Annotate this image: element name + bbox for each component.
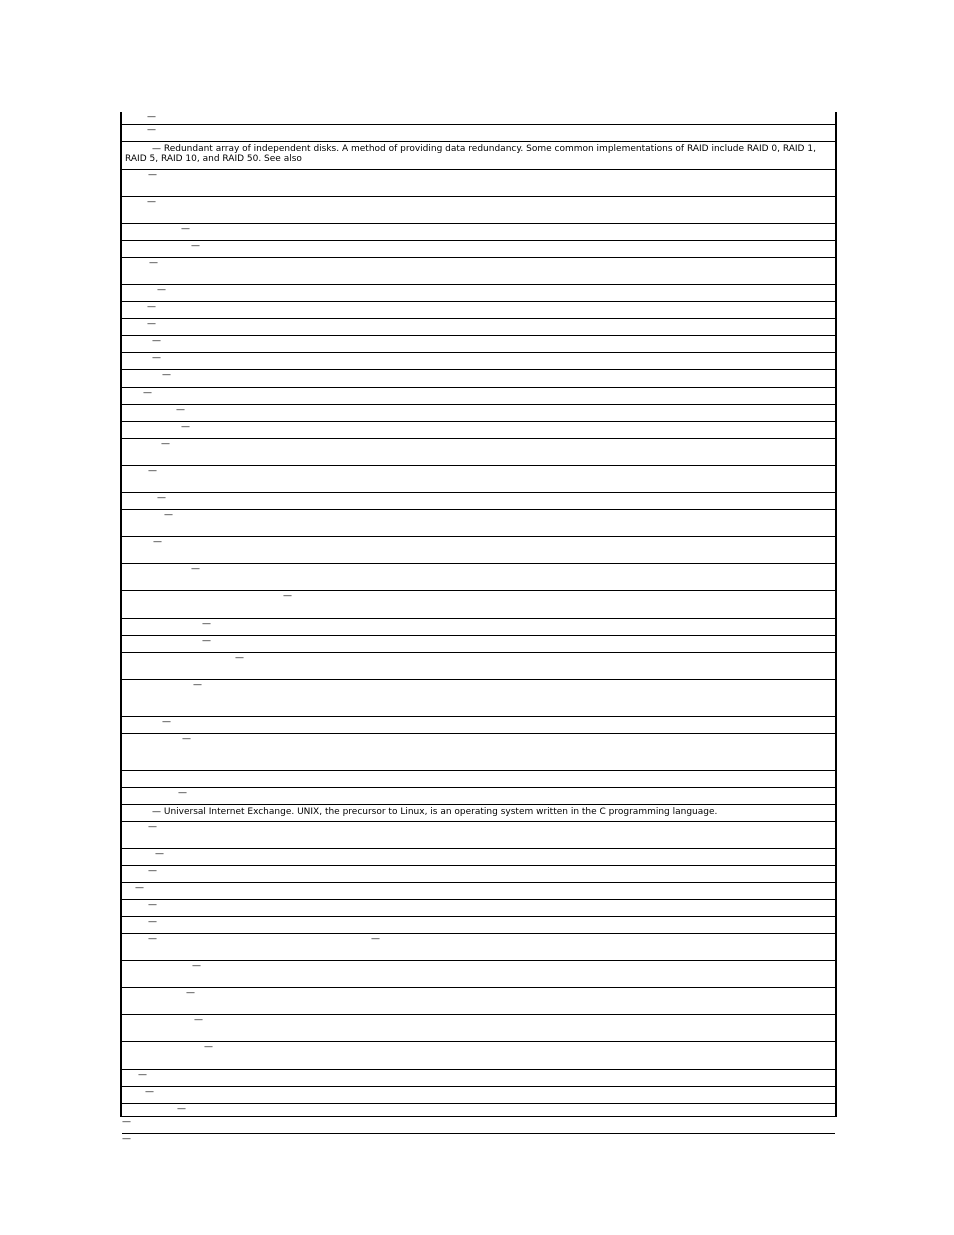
glossary-row xyxy=(122,1042,835,1070)
term-dash: — xyxy=(145,1087,154,1097)
glossary-row xyxy=(122,422,835,439)
glossary-row xyxy=(122,197,835,224)
term-dash: — xyxy=(181,224,190,234)
term-dash: — xyxy=(162,717,171,727)
glossary-row xyxy=(122,1117,835,1134)
glossary-row xyxy=(122,1134,835,1151)
glossary-row xyxy=(122,258,835,285)
term-dash: — xyxy=(202,619,211,629)
glossary-row xyxy=(122,1070,835,1087)
glossary-row xyxy=(122,405,835,422)
glossary-row xyxy=(122,170,835,197)
term-dash: — xyxy=(192,961,201,971)
term-dash: — xyxy=(194,1015,203,1025)
glossary-row xyxy=(122,619,835,636)
term-dash: — xyxy=(182,734,191,744)
glossary-row xyxy=(122,734,835,771)
term-dash: — xyxy=(186,988,195,998)
glossary-row xyxy=(122,788,835,805)
glossary-row xyxy=(122,493,835,510)
glossary-row xyxy=(122,822,835,849)
term-dash: — xyxy=(204,1042,213,1052)
glossary-row xyxy=(122,771,835,788)
term-dash: — xyxy=(135,883,144,893)
term-dash: — xyxy=(148,934,157,944)
glossary-row xyxy=(122,510,835,537)
term-dash: — xyxy=(161,439,170,449)
term-dash: — xyxy=(122,1117,131,1127)
glossary-row xyxy=(122,805,835,822)
glossary-row xyxy=(122,680,835,717)
term-dash: — xyxy=(176,405,185,415)
term-dash: — xyxy=(147,302,156,312)
term-dash: — xyxy=(152,353,161,363)
glossary-row xyxy=(122,866,835,883)
glossary-row xyxy=(122,302,835,319)
term-dash: — xyxy=(235,653,244,663)
glossary-row xyxy=(122,636,835,653)
term-dash: — xyxy=(162,370,171,380)
term-dash: — xyxy=(147,125,156,135)
glossary-row xyxy=(122,900,835,917)
term-dash: — xyxy=(148,917,157,927)
term-dash: — xyxy=(147,112,156,122)
term-dash: — xyxy=(191,564,200,574)
glossary-row xyxy=(122,319,835,336)
term-dash: — xyxy=(148,170,157,180)
glossary-row xyxy=(122,241,835,258)
term-dash: — xyxy=(193,680,202,690)
term-dash: — xyxy=(283,591,292,601)
term-dash: — xyxy=(148,822,157,832)
glossary-table xyxy=(120,112,837,1144)
glossary-row xyxy=(122,466,835,493)
glossary-row xyxy=(122,388,835,405)
term-dash: — xyxy=(164,510,173,520)
glossary-row xyxy=(122,112,835,125)
glossary-row xyxy=(122,125,835,142)
glossary-row xyxy=(122,1087,835,1104)
term-dash: — xyxy=(178,788,187,798)
glossary-row xyxy=(122,285,835,302)
glossary-row xyxy=(122,142,835,170)
term-dash: — xyxy=(153,537,162,547)
glossary-row xyxy=(122,1104,835,1117)
term-dash: — xyxy=(147,319,156,329)
glossary-row xyxy=(122,537,835,564)
glossary-row xyxy=(122,917,835,934)
term-dash: — xyxy=(148,466,157,476)
term-dash: — xyxy=(138,1070,147,1080)
glossary-row xyxy=(122,439,835,466)
term-dash: — xyxy=(202,636,211,646)
glossary-row xyxy=(122,224,835,241)
glossary-row xyxy=(122,653,835,680)
glossary-row xyxy=(122,564,835,591)
term-dash: — xyxy=(191,241,200,251)
glossary-row xyxy=(122,849,835,866)
glossary-row xyxy=(122,988,835,1015)
term-dash: — xyxy=(149,258,158,268)
glossary-definition: — Redundant array of independent disks. A method of providing data redundancy. Some common implementations of RAID include RAID 0, RAID 1, RAID 5, RAID 10, and RAID 50. See also xyxy=(125,144,819,164)
term-dash: — xyxy=(157,285,166,295)
term-dash: — xyxy=(157,493,166,503)
term-dash: — xyxy=(122,1134,131,1144)
glossary-row xyxy=(122,934,835,961)
term-dash: — xyxy=(143,388,152,398)
term-dash: — xyxy=(177,1104,186,1114)
term-dash: — xyxy=(147,197,156,207)
glossary-row xyxy=(122,961,835,988)
glossary-row xyxy=(122,883,835,900)
term-dash: — xyxy=(371,934,380,944)
glossary-row xyxy=(122,717,835,734)
term-dash: — xyxy=(152,336,161,346)
glossary-row xyxy=(122,353,835,370)
glossary-row xyxy=(122,1015,835,1042)
term-dash: — xyxy=(155,849,164,859)
term-dash: — xyxy=(148,900,157,910)
glossary-row xyxy=(122,370,835,388)
term-dash: — xyxy=(181,422,190,432)
term-dash: — xyxy=(148,866,157,876)
glossary-definition: — Universal Internet Exchange. UNIX, the precursor to Linux, is an operating system written in the C programming language. xyxy=(152,807,718,817)
glossary-row xyxy=(122,336,835,353)
glossary-row xyxy=(122,591,835,619)
